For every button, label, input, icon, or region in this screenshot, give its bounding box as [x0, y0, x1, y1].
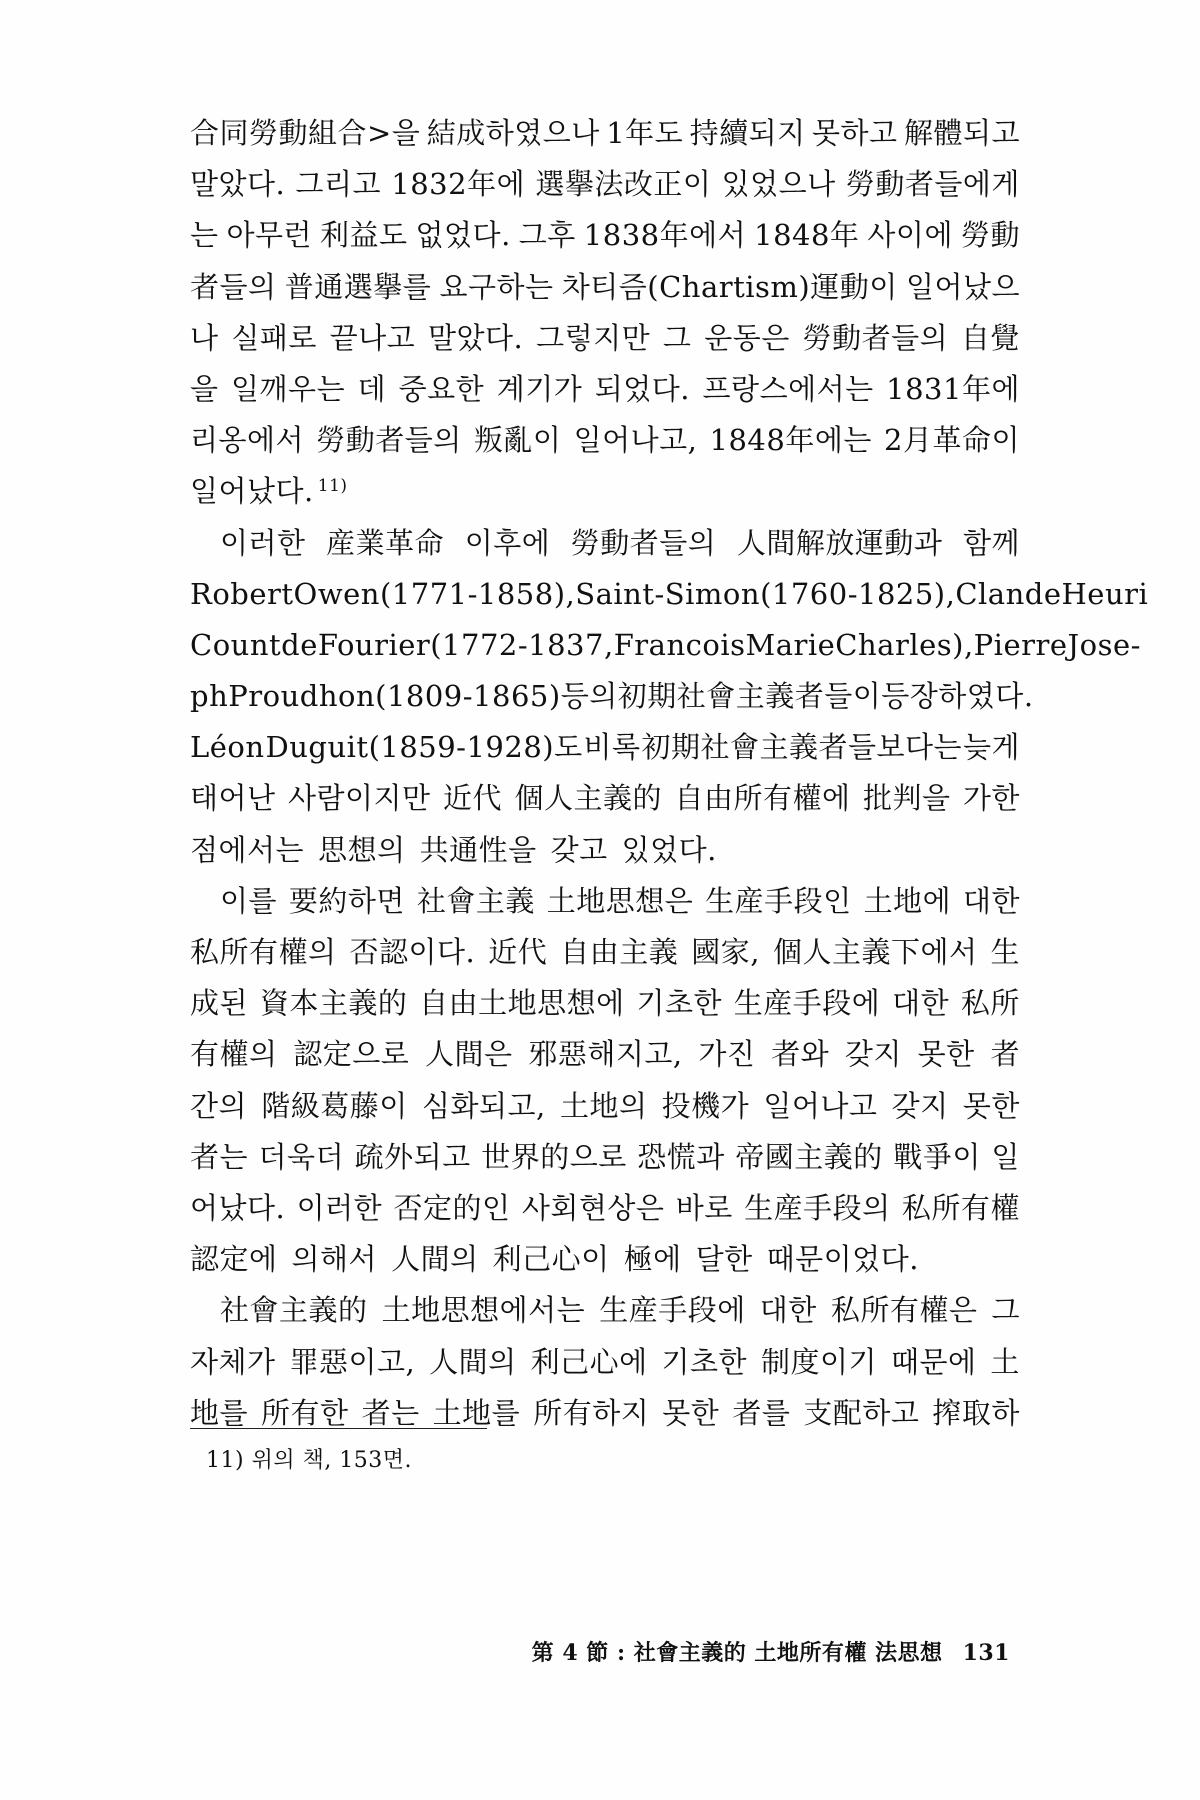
text-segment: ph: [190, 679, 229, 714]
text-segment: 일어나고,: [573, 423, 698, 458]
text-segment: 所有한: [261, 1395, 349, 1430]
text-segment: 人間의: [391, 1242, 479, 1277]
text-segment: 私所: [960, 986, 1020, 1021]
text-segment: 者를: [732, 1395, 791, 1430]
text-line: [190, 1337, 1020, 1388]
text-segment: Robert: [190, 576, 294, 611]
text-segment: 늦게: [962, 730, 1020, 765]
text-line: [190, 671, 1034, 722]
text-segment: 사람이지만: [288, 781, 431, 816]
text-segment: 認定으로: [293, 1037, 410, 1072]
text-segment: 데: [357, 371, 387, 406]
text-line: [190, 1081, 1020, 1132]
text-segment: Marie: [745, 627, 836, 662]
text-segment: 疏外되고: [354, 1139, 471, 1174]
text-segment: 私所有權은: [830, 1293, 978, 1328]
text-segment: Proudhon(1809-1865): [228, 679, 561, 714]
text-segment: 邪惡해지고,: [528, 1037, 683, 1072]
text-segment: 者는: [361, 1395, 420, 1430]
text-segment: Heuri: [1061, 576, 1149, 611]
page-number: 131: [962, 1640, 1010, 1666]
text-segment: 支配하고: [803, 1395, 920, 1430]
text-segment: Jose-: [1067, 627, 1141, 662]
text-segment: 1848年: [754, 218, 860, 253]
text-segment: 有權의: [190, 1037, 278, 1072]
text-segment: 가한: [962, 781, 1020, 816]
text-segment: 叛亂이: [473, 423, 562, 458]
text-segment: 自由所有權에: [674, 781, 851, 816]
text-segment: 資本主義的: [259, 986, 408, 1021]
text-segment: 持續되지: [689, 116, 806, 150]
text-line: [190, 262, 1020, 313]
text-segment: 土地를: [432, 1395, 521, 1430]
text-segment: 自由主義: [560, 935, 679, 969]
text-segment: 人間解放運動과: [736, 525, 943, 560]
text-segment: 生: [990, 935, 1020, 969]
text-segment: 近代: [488, 935, 548, 969]
text-segment: 土: [990, 1344, 1020, 1379]
text-line: [190, 466, 1020, 517]
text-segment: 社會主義的: [220, 1293, 368, 1328]
text-segment: Francois: [613, 627, 746, 662]
text-segment: 地를: [190, 1395, 249, 1430]
text-segment: 勞動: [960, 218, 1020, 253]
text-segment: Clande: [955, 576, 1062, 611]
text-segment: 을: [190, 371, 219, 406]
text-segment: 갖지: [844, 1037, 902, 1072]
text-segment: 勞動者들의: [802, 320, 949, 355]
text-segment: 投機가: [661, 1088, 750, 1123]
text-segment: 罪惡이고,: [289, 1344, 416, 1379]
text-segment: Fourier(1772-1837,: [317, 627, 614, 662]
text-segment: 더욱더: [258, 1139, 345, 1174]
text-segment: 의해서: [291, 1242, 378, 1277]
text-line: [190, 1285, 1020, 1336]
text-segment: 있었으나: [721, 167, 836, 202]
text-segment: 初期社會主義者들보다는: [641, 730, 963, 765]
text-segment: 등의: [560, 679, 618, 714]
footer-section-title: 第 4 節 : 社會主義的 土地所有權 法思想: [531, 1640, 943, 1666]
text-segment: 制度이기: [760, 1344, 878, 1379]
text-segment: 운동은: [704, 320, 790, 355]
text-segment: 말았다.: [428, 320, 524, 355]
text-segment: 生産手段에: [733, 986, 881, 1021]
text-segment: 대한: [962, 883, 1020, 918]
text-line: [190, 159, 1020, 210]
text-segment: 태어난: [190, 781, 276, 816]
text-line: [190, 313, 1020, 364]
text-segment: 近代: [443, 781, 503, 816]
text-segment: 기초한: [661, 1344, 748, 1379]
text-segment: 生産手段에: [599, 1293, 746, 1328]
text-segment: 否定的인: [393, 1190, 511, 1225]
text-segment: 所有하지: [533, 1395, 650, 1430]
text-segment: 普通選擧를: [284, 269, 432, 304]
text-segment: 土地思想에서는: [381, 1293, 586, 1328]
text-segment: 중요한: [398, 371, 485, 406]
text-segment: 人間의: [429, 1344, 517, 1379]
text-segment: 土地의: [559, 1088, 648, 1123]
text-segment: 國家,: [691, 935, 760, 969]
text-segment: 者들의: [190, 269, 277, 304]
body-text: [190, 108, 1149, 1439]
text-line: [190, 108, 1020, 159]
text-segment: 合同勞動組合>을: [190, 116, 421, 150]
text-segment: 者: [990, 1037, 1020, 1072]
text-segment: 못한: [962, 1088, 1020, 1123]
text-segment: 批判을: [862, 781, 951, 816]
text-segment: 가진: [698, 1037, 756, 1072]
text-segment: 못한: [917, 1037, 975, 1072]
text-segment: 등장하였다.: [881, 679, 1034, 714]
text-segment: 土地에: [863, 883, 952, 918]
text-segment: 1838年에서: [583, 218, 747, 253]
text-segment: 대한: [759, 1293, 817, 1328]
text-line: [190, 415, 1020, 466]
footnote-reference: 11): [317, 475, 348, 496]
text-segment: 私所有權: [901, 1190, 1020, 1225]
text-segment: 어났다.: [190, 1190, 286, 1225]
text-segment: 간의: [190, 1088, 248, 1123]
text-segment: 土地思想은: [546, 883, 694, 918]
running-footer: [532, 1636, 1010, 1667]
text-line: [190, 364, 1020, 415]
text-segment: 者는: [190, 1139, 249, 1174]
text-segment: 者와: [771, 1037, 830, 1072]
text-segment: 때문에: [890, 1344, 977, 1379]
text-segment: 勞動者들의: [570, 525, 717, 560]
text-segment: 프랑스에서는: [702, 371, 874, 406]
text-segment: 바로: [675, 1190, 733, 1225]
text-segment: 요구하는: [439, 269, 554, 304]
text-segment: 極에: [623, 1242, 682, 1277]
text-segment: 自覺: [960, 320, 1020, 355]
text-segment: 사이에: [867, 218, 953, 253]
text-segment: 1831年에: [886, 371, 1020, 406]
text-segment: Owen(1771-1858),: [293, 576, 576, 611]
text-line: [190, 1029, 1020, 1080]
text-segment: 일: [991, 1139, 1020, 1174]
text-segment: 世界的으로: [481, 1139, 627, 1174]
text-line: [190, 978, 1020, 1029]
text-segment: 認定에: [190, 1242, 278, 1277]
text-segment: 일어났다. $^{11)}$: [190, 474, 348, 509]
text-line: [190, 1132, 1020, 1183]
text-segment: 要約하면: [288, 883, 405, 918]
text-segment: 이러한: [296, 1190, 383, 1225]
footnote-divider: [190, 1428, 487, 1429]
text-segment: 個人主義下에서: [772, 935, 978, 969]
text-line: [190, 722, 1020, 773]
text-segment: 否認이다.: [349, 935, 476, 969]
text-line: [190, 1234, 1020, 1285]
text-segment: 는: [190, 218, 219, 253]
text-line: [190, 518, 1020, 569]
text-segment: 搾取하: [932, 1395, 1020, 1430]
text-line: [190, 1183, 1020, 1234]
text-segment: 갖지: [891, 1088, 949, 1123]
text-segment: 리옹에서: [190, 423, 305, 458]
text-segment: 共通性을: [419, 832, 537, 867]
text-segment: 달한: [695, 1242, 753, 1277]
text-segment: 그렇지만: [536, 320, 651, 355]
text-line: [190, 569, 1149, 620]
text-segment: 産業革命: [326, 525, 445, 560]
text-segment: 그: [991, 1293, 1020, 1328]
text-segment: 勞動者들의: [316, 423, 462, 458]
text-segment: 1832年에: [391, 167, 526, 202]
text-segment: 일어났으: [905, 269, 1020, 304]
text-segment: 生産手段의: [744, 1190, 891, 1225]
text-segment: 成된: [190, 986, 249, 1021]
text-segment: 자체가: [190, 1344, 276, 1379]
text-segment: Charles),: [835, 627, 974, 662]
text-segment: 실패로: [231, 320, 317, 355]
text-segment: 차티즘(Chartism)運動이: [561, 269, 898, 304]
text-segment: de: [281, 627, 318, 662]
text-segment: 利益도: [320, 218, 408, 253]
text-segment: 그리고: [295, 167, 382, 202]
text-segment: 이를: [220, 883, 278, 918]
text-segment: 恐慌과: [637, 1139, 725, 1174]
text-segment: 階級葛藤이: [261, 1088, 408, 1123]
text-segment: 利己心에: [530, 1344, 648, 1379]
text-segment: 사회현상은: [521, 1190, 665, 1225]
text-segment: 이러한: [220, 525, 306, 560]
text-segment: 일어나고: [763, 1088, 878, 1123]
text-segment: 심화되고,: [421, 1088, 546, 1123]
text-segment: Count: [190, 627, 282, 662]
text-line: [190, 825, 1020, 876]
text-segment: 되었다.: [594, 371, 691, 406]
text-line: [190, 210, 1020, 261]
text-segment: 社會主義: [416, 883, 535, 918]
text-segment: 말았다.: [190, 167, 286, 202]
text-segment: 이후에: [464, 525, 551, 560]
text-segment: 점에서는: [190, 832, 305, 867]
text-segment: 끝나고: [329, 320, 416, 355]
text-segment: Léon: [190, 730, 265, 765]
text-segment: Saint-Simon(1760-1825),: [575, 576, 956, 611]
text-segment: 結成하였으나: [426, 116, 600, 150]
text-segment: 1848年에는: [709, 423, 872, 458]
text-segment: 대한: [892, 986, 950, 1021]
text-segment: 1年도: [606, 116, 684, 150]
text-segment: 初期社會主義者들이: [617, 679, 882, 714]
text-segment: 못한: [662, 1395, 720, 1430]
text-segment: 갖고: [550, 832, 608, 867]
text-line: [190, 927, 1020, 978]
text-segment: 일깨우는: [231, 371, 346, 406]
text-line: [190, 773, 1020, 824]
text-segment: 思想의: [318, 832, 406, 867]
text-segment: 나: [190, 320, 219, 355]
text-segment: 없었다.: [415, 218, 511, 253]
text-segment: 生産手段인: [705, 883, 852, 918]
text-segment: Pierre: [973, 627, 1068, 662]
text-segment: 함께: [962, 525, 1020, 560]
text-line: [190, 620, 1141, 671]
text-segment: 비록: [583, 730, 641, 765]
text-segment: 帝國主義的: [735, 1139, 883, 1174]
text-segment: 때문이었다.: [766, 1242, 919, 1277]
text-segment: 私所有權의: [190, 935, 337, 969]
text-segment: 기초한: [636, 986, 722, 1021]
text-segment: 아무런: [226, 218, 313, 253]
text-segment: 個人主義的: [514, 781, 663, 816]
text-segment: 自由土地思想에: [419, 986, 625, 1021]
text-segment: 못하고: [812, 116, 898, 150]
text-segment: 人間은: [425, 1037, 513, 1072]
text-segment: 계기가: [496, 371, 583, 406]
text-segment: 2月革命이: [884, 423, 1020, 458]
text-segment: 解體되고: [903, 116, 1020, 150]
text-segment: 그: [662, 320, 692, 355]
text-segment: 選擧法改正이: [535, 167, 712, 202]
text-segment: Duguit(1859-1928)도: [265, 730, 583, 765]
text-segment: 그후: [518, 218, 576, 253]
text-segment: 戰爭이: [893, 1139, 981, 1174]
text-segment: 利己心이: [492, 1242, 610, 1277]
text-line: [190, 1388, 1020, 1439]
text-line: [190, 876, 1020, 927]
text-segment: 勞動者들에게: [845, 167, 1020, 202]
text-segment: 있었다.: [621, 832, 717, 867]
footnote: 11) 위의 책, 153면.: [206, 1448, 413, 1473]
